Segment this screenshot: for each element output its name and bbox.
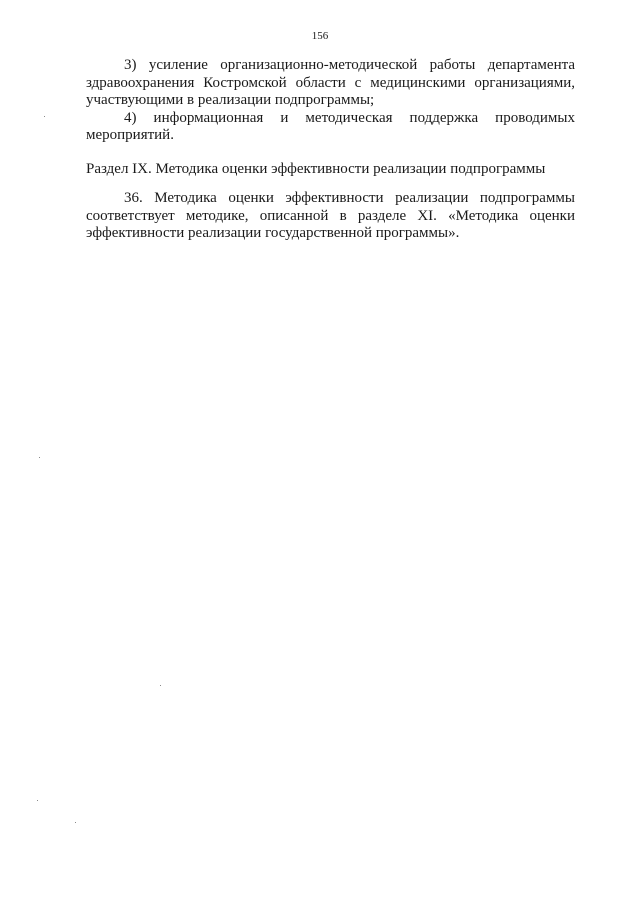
list-items [86, 57, 575, 145]
section-body [86, 190, 575, 243]
page-number: 156 [311, 30, 329, 42]
section-heading: Раздел IX. Методика оценки эффективности реализации подпрограммы [86, 161, 546, 177]
scan-speck [37, 800, 38, 801]
scan-speck [44, 116, 45, 117]
paragraph-36: 36. Методика оценки эффективности реализации подпрограммы соответствует методике, описанной в разделе XI. «Методика оценки эффективности реализации государственной программы». [86, 190, 575, 241]
list-item-4: 4) информационная и методическая поддержка проводимых мероприятий. [86, 109, 575, 143]
scan-speck [39, 457, 40, 458]
scan-speck [75, 822, 76, 823]
scan-speck [160, 685, 161, 686]
list-item-3: 3) усиление организационно-методической работы департамента здравоохранения Костромской области с медицинскими организациями, участвующими в реализации подпрограммы; [86, 57, 575, 108]
section-heading-block [86, 161, 575, 179]
